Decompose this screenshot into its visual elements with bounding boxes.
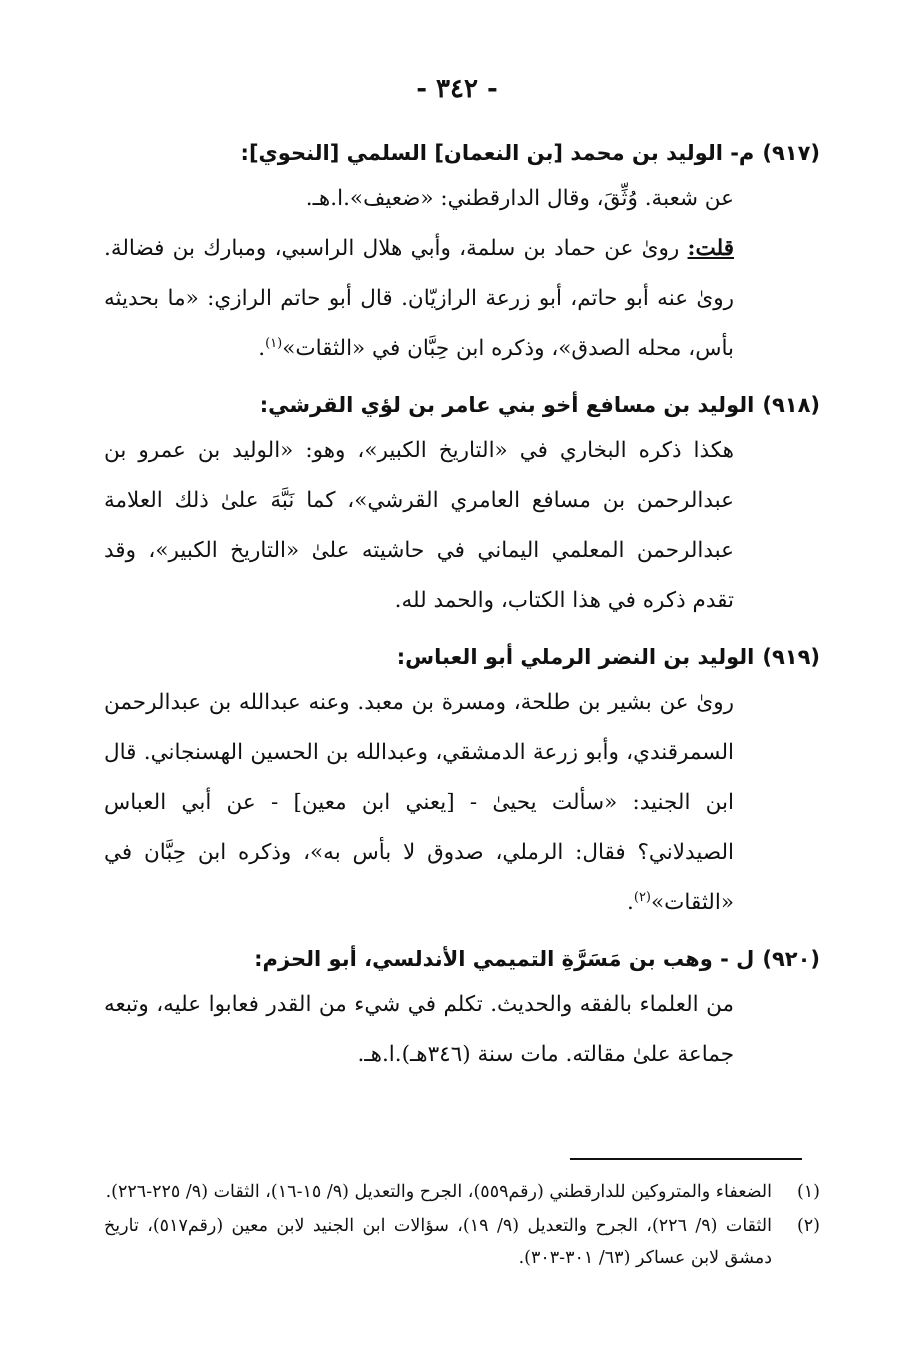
said-label: قلت: — [687, 236, 734, 261]
entry-paragraph — [104, 678, 734, 928]
entry-paragraph: من العلماء بالفقه والحديث. تكلم في شيء من القدر فعابوا عليه، وتبعه جماعة علىٰ مقالته. مات سنة (٣٤٦هـ).ا.هـ. — [104, 992, 734, 1067]
footnote-ref: (٢) — [633, 889, 651, 905]
entry-918 — [104, 384, 820, 626]
entry-number: (٩١٨) — [762, 393, 820, 417]
footnote-ref: (١) — [265, 335, 283, 351]
entry-heading — [104, 132, 820, 174]
entry-body — [104, 678, 734, 928]
sentence-end: . — [258, 336, 266, 361]
entry-919 — [104, 636, 820, 928]
entry-920 — [104, 938, 820, 1080]
footnote-divider — [570, 1158, 802, 1160]
entry-heading — [104, 384, 820, 426]
page-number: - ٣٤٢ - — [416, 74, 498, 104]
entry-body — [104, 980, 734, 1080]
entry-title: م- الوليد بن محمد [بن النعمان] السلمي [النحوي]: — [240, 141, 755, 165]
main-content — [104, 132, 820, 1090]
entry-title: ل - وهب بن مَسَرَّةِ التميمي الأندلسي، أبو الحزم: — [254, 947, 755, 971]
entry-heading — [104, 636, 820, 678]
footnote-text: الضعفاء والمتروكين للدارقطني (رقم٥٥٩)، الجرح والتعديل (٩/ ١٥-١٦)، الثقات (٩/ ٢٢٥-٢٢٦). — [105, 1182, 772, 1202]
entry-number: (٩١٩) — [762, 645, 820, 669]
footnote-item — [104, 1176, 820, 1208]
entry-number: (٩٢٠) — [762, 947, 820, 971]
entry-body — [104, 174, 734, 374]
said-text: روىٰ عن حماد بن سلمة، وأبي هلال الراسبي، ومبارك بن فضالة. روىٰ عنه أبو حاتم، أبو زرعة الرازيّان. قال أبو حاتم الرازي: «ما بحديثه بأس، محله الصدق»، وذكره ابن حِبَّان في «الثقات» — [104, 236, 734, 361]
entry-heading — [104, 938, 820, 980]
entry-body — [104, 426, 734, 626]
footnote-item — [104, 1210, 820, 1274]
entry-paragraph: هكذا ذكره البخاري في «التاريخ الكبير»، وهو: «الوليد بن عمرو بن عبدالرحمن بن مسافع العامري القرشي»، كما نَبَّهَ علىٰ ذلك العلامة عبدالرحمن المعلمي اليماني في حاشيته علىٰ «التاريخ الكبير»، وقد تقدم ذكره في هذا الكتاب، والحمد لله. — [104, 438, 734, 613]
entry-paragraph — [104, 224, 734, 374]
entry-title: الوليد بن النضر الرملي أبو العباس: — [396, 645, 755, 669]
sentence-end: . — [627, 890, 634, 915]
footnote-text: الثقات (٩/ ٢٢٦)، الجرح والتعديل (٩/ ١٩)، سؤالات ابن الجنيد لابن معين (رقم٥١٧)، تاريخ دمشق لابن عساكر (٦٣/ ٣٠١-٣٠٣). — [104, 1216, 772, 1268]
entry-paragraph: عن شعبة. وُثِّقَ، وقال الدارقطني: «ضعيف».ا.هـ. — [305, 186, 734, 211]
entry-paragraph-text: روىٰ عن بشير بن طلحة، ومسرة بن معبد. وعنه عبدالله بن عبدالرحمن السمرقندي، وأبو زرعة الدمشقي، وعبدالله بن الحسين الهسنجاني. قال ابن الجنيد: «سألت يحيىٰ - [يعني ابن معين] - عن أبي العباس الصيدلاني؟ فقال: الرملي، صدوق لا بأس به»، وذكره ابن حِبَّان في «الثقات» — [104, 690, 734, 915]
footnote-number: (١) — [796, 1182, 820, 1202]
entry-number: (٩١٧) — [762, 141, 820, 165]
entry-917 — [104, 132, 820, 374]
entry-title: الوليد بن مسافع أخو بني عامر بن لؤي القرشي: — [259, 393, 755, 417]
footnotes — [104, 1176, 820, 1276]
footnote-number: (٢) — [796, 1216, 820, 1236]
